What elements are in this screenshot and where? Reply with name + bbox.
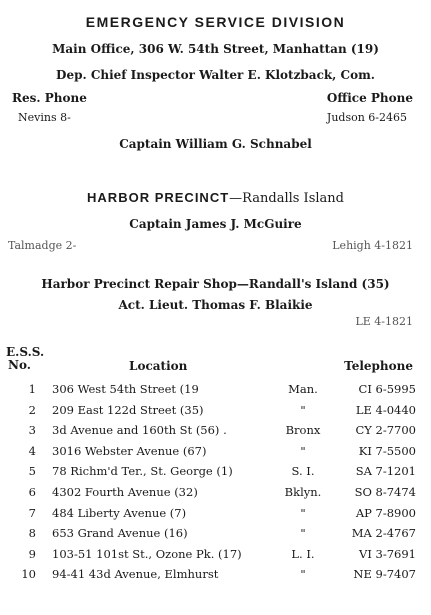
station-telephone: KI 7-5500	[358, 443, 416, 458]
station-number: 4	[28, 443, 36, 458]
station-telephone: MA 2-4767	[351, 526, 416, 541]
station-location: 484 Liberty Avenue (7)	[52, 505, 187, 520]
station-borough: S. I.	[291, 464, 315, 479]
station-location: 94-41 43d Avenue, Elmhurst	[52, 567, 219, 582]
table-row	[0, 382, 431, 402]
station-borough: "	[300, 526, 306, 541]
station-borough: "	[300, 402, 306, 417]
res-phone-label: Res. Phone	[12, 91, 87, 105]
captain-line: Captain William G. Schnabel	[119, 137, 312, 151]
station-telephone: CI 6-5995	[358, 382, 416, 396]
station-borough: L. I.	[291, 546, 315, 561]
col-location-label: Location	[129, 359, 188, 373]
station-location: 3016 Webster Avenue (67)	[52, 443, 207, 458]
harbor-captain-line: Captain James J. McGuire	[129, 217, 302, 231]
station-telephone: LE 4-0440	[355, 402, 416, 417]
table-row	[0, 403, 431, 423]
repair-shop-phone: LE 4-1821	[355, 315, 413, 328]
division-title: EMERGENCY SERVICE DIVISION	[85, 14, 346, 30]
col-telephone-label: Telephone	[344, 359, 413, 373]
table-row	[0, 464, 431, 484]
station-location: 306 West 54th Street (19	[52, 382, 199, 396]
station-telephone: CY 2-7700	[355, 423, 416, 438]
harbor-title-rest: —Randalls Island	[229, 191, 344, 206]
station-number: 2	[28, 402, 36, 417]
station-location: 653 Grand Avenue (16)	[52, 526, 188, 541]
station-borough: "	[300, 505, 306, 520]
office-phone-value: Judson 6-2465	[326, 111, 407, 124]
station-number: 7	[28, 505, 36, 520]
station-borough: "	[300, 567, 306, 582]
station-borough: Bronx	[285, 423, 321, 438]
repair-shop-lieut: Act. Lieut. Thomas F. Blaikie	[118, 298, 313, 312]
harbor-title	[0, 190, 431, 206]
station-location: 103-51 101st St., Ozone Pk. (17)	[52, 546, 242, 561]
station-number: 3	[28, 423, 36, 438]
res-phone-value: Nevins 8-	[18, 111, 71, 124]
harbor-office-phone: Lehigh 4-1821	[332, 239, 413, 252]
harbor-title-bold: HARBOR PRECINCT	[87, 190, 230, 205]
table-row	[0, 567, 431, 587]
station-number: 5	[28, 464, 36, 479]
table-row	[0, 547, 431, 567]
table-row	[0, 423, 431, 443]
table-row	[0, 526, 431, 546]
station-number: 10	[21, 567, 36, 582]
main-office-line: Main Office, 306 W. 54th Street, Manhattan (19)	[52, 42, 379, 56]
table-row	[0, 444, 431, 464]
harbor-res-phone: Talmadge 2-	[8, 239, 77, 252]
station-location: 209 East 122d Street (35)	[52, 402, 204, 417]
table-row	[0, 485, 431, 505]
col-ess-label: E.S.S.	[6, 345, 45, 359]
office-phone-label: Office Phone	[326, 91, 413, 105]
repair-shop-title: Harbor Precinct Repair Shop—Randall's Island (35)	[41, 277, 390, 291]
station-location: 4302 Fourth Avenue (32)	[52, 485, 198, 499]
station-number: 8	[28, 526, 36, 541]
station-location: 78 Richm'd Ter., St. George (1)	[52, 464, 233, 479]
station-borough: Man.	[288, 382, 318, 396]
station-telephone: SO 8-7474	[354, 485, 416, 499]
station-location: 3d Avenue and 160th St (56) .	[52, 423, 227, 438]
table-row	[0, 506, 431, 526]
station-number: 6	[28, 485, 36, 499]
station-telephone: SA 7-1201	[355, 464, 416, 479]
station-borough: Bklyn.	[284, 485, 322, 499]
chief-inspector-line: Dep. Chief Inspector Walter E. Klotzback, Com.	[56, 68, 375, 82]
station-number: 1	[28, 382, 36, 396]
col-no-label: No.	[8, 358, 31, 372]
station-telephone: VI 3-7691	[359, 546, 416, 561]
station-borough: "	[300, 443, 306, 458]
station-telephone: AP 7-8900	[355, 505, 416, 520]
station-telephone: NE 9-7407	[353, 567, 416, 582]
station-number: 9	[28, 546, 36, 561]
